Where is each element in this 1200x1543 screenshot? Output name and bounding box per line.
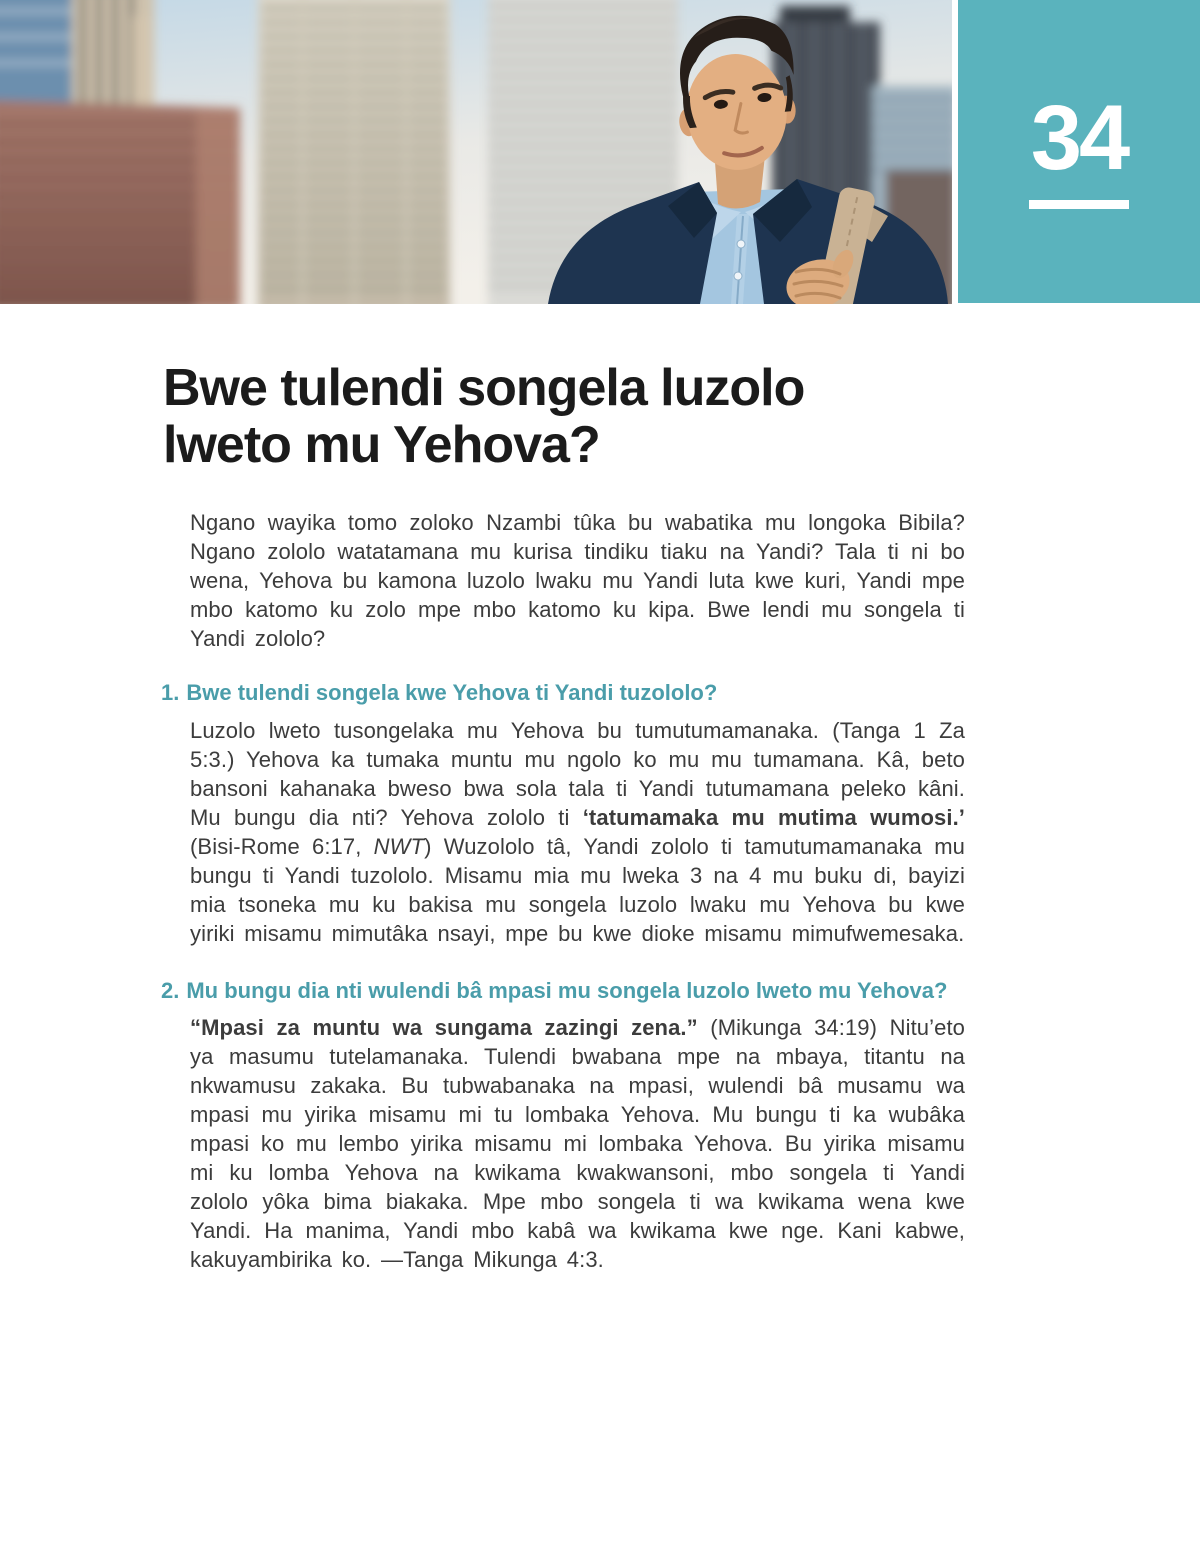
city-skyline-illustration bbox=[0, 0, 952, 304]
study-paragraph-1: Luzolo lweto tusongelaka mu Yehova bu tumutumamanaka. (Tanga 1 Za 5:3.) Yehova ka tumaka muntu mu ngolo ko mu mu tumamana. Kâ, beto bansoni kahanaka bweso bwa sola tala ti Yandi tutumamana peleko kâni. Mu bungu dia nti? Yehova zololo ti ‘tatumamaka mu mutima wumosi.’ (Bisi-Rome 6:17, NWT) Wuzololo tâ, Yandi zololo ti tamutumamanaka mu bungu ti Yandi tuzololo. Misamu mia mu lweka 3 na 4 mu buku di, bayizi mia tsoneka mu ku bakisa mu songela luzolo lwaku mu Yehova bu kwe yiriki misamu mimutâka nsayi, mpe bu kwe dioke misamu mimufwemesaka. bbox=[190, 717, 965, 946]
question-2-heading bbox=[161, 978, 965, 1004]
photo-banner bbox=[0, 0, 1200, 304]
lesson-number: 34 bbox=[1030, 87, 1128, 189]
study-paragraph-2: “Mpasi za muntu wa sungama zazingi zena.” (Mikunga 34:19) Nitu’eto ya masumu tutelamanaka. Tulendi bwabana mpe na mbaya, titantu na nkwamusu zakaka. Bu tubwabanaka na mpasi, wulendi bâ musamu wa mpasi mu yirika misamu mi tu lombaka Yehova. Mu bungu ti ka wubâka mpasi ko mu lembo yirika misamu mi lombaka Yehova. Bu yirika misamu mi ku lomba Yehova na kwikama kwakwansoni, mbo songela ti Yandi zololo yôka bima biakaka. Mpe mbo songela ti wa kwikama wena kwe Yandi. Ha manima, Yandi mbo kabâ wa kwikama kwe nge. Kani kabwe, kakuyambirika ko. —Tanga Mikunga 4:3. bbox=[190, 1015, 965, 1273]
intro-paragraph: Ngano wayika tomo zoloko Nzambi tûka bu wabatika mu longoka Bibila? Ngano zololo watatamana mu kurisa tindiku tiaku na Yandi? Tala ti ni bo wena, Yehova bu kamona luzolo lwaku mu Yandi luta kwe kuri, Yandi mpe mbo katomo ku zolo mpe mbo katomo ku kipa. Bwe lendi mu songela ti Yandi zololo? bbox=[190, 510, 965, 652]
question-1-number: 1. bbox=[161, 680, 180, 706]
section-2 bbox=[0, 978, 1200, 1274]
question-2-text: Mu bungu dia nti wulendi bâ mpasi mu songela luzolo lweto mu Yehova? bbox=[186, 977, 948, 1003]
lesson-number-badge bbox=[958, 0, 1200, 303]
lesson-number-underline bbox=[1029, 200, 1129, 209]
section-1 bbox=[0, 680, 1200, 947]
question-1-text: Bwe tulendi songela kwe Yehova ti Yandi tuzololo? bbox=[186, 680, 718, 706]
question-1-heading bbox=[161, 680, 965, 706]
page-title: Bwe tulendi songela luzolo lweto mu Yehova? bbox=[163, 359, 805, 475]
question-2-number: 2. bbox=[161, 977, 180, 1003]
city-portrait-photo bbox=[0, 0, 952, 304]
